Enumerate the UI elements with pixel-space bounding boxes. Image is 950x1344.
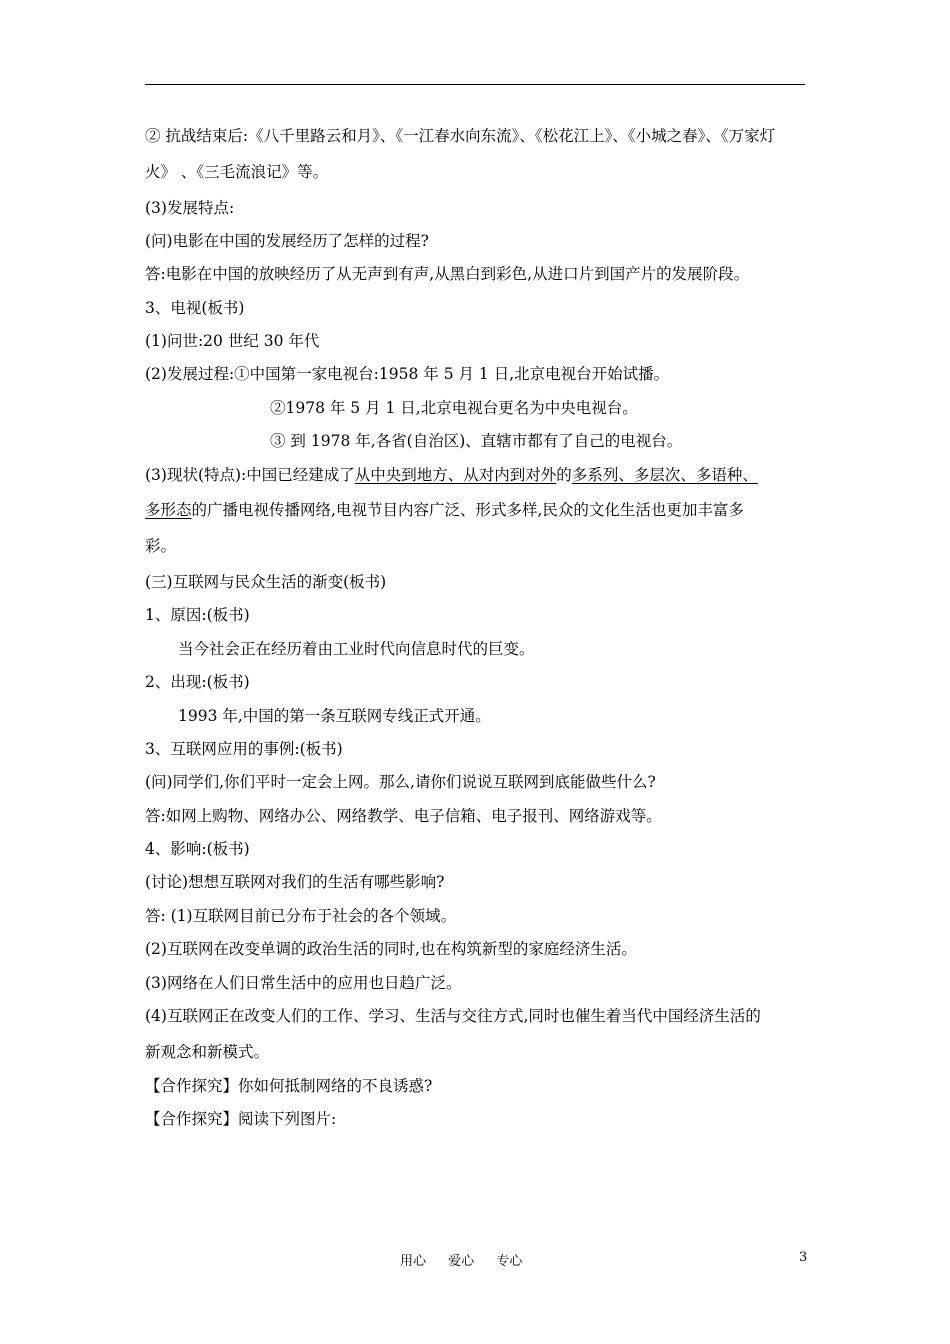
text-line: 3、互联网应用的事例:(板书) [145, 740, 343, 758]
status-line [145, 465, 810, 485]
section-heading: 3、电视(板书) [145, 299, 245, 317]
status-line [145, 500, 810, 520]
text-line: (2)发展过程:①中国第一家电视台:1958 年 5 月 1 日,北京电视台开始试播。 [145, 365, 670, 383]
text-line: 1993 年,中国的第一条互联网专线正式开通。 [178, 707, 491, 725]
section-heading: (三)互联网与民众生活的渐变(板书) [145, 573, 387, 591]
text-line: (问)同学们,你们平时一定会上网。那么,请你们说说互联网到底能做些什么? [145, 773, 656, 791]
text-line: (3)发展特点: [145, 199, 235, 217]
text-line: 新观念和新模式。 [145, 1043, 270, 1061]
text-line: (1)问世:20 世纪 30 年代 [145, 332, 320, 350]
text-line: 答:如网上购物、网络办公、网络教学、电子信箱、电子报刊、网络游戏等。 [145, 807, 662, 825]
underlined-phrase: 从中央到地方、从对内到对外 [354, 466, 557, 484]
page-number: 3 [799, 1250, 808, 1265]
underlined-phrase: 多形态 [145, 501, 192, 519]
text-line: 彩。 [145, 537, 177, 555]
text-line: ② 抗战结束后:《八千里路云和月》、《一江春水向东流》、《松花江上》、《小城之春》、《万家灯 [145, 127, 776, 145]
status-text: 的广播电视传播网络,电视节目内容广泛、形式多样,民众的文化生活也更加丰富多 [191, 501, 744, 519]
text-line: 2、出现:(板书) [145, 673, 250, 691]
text-line: (2)互联网在改变单调的政治生活的同时,也在构筑新型的家庭经济生活。 [145, 940, 637, 958]
text-line: 答: (1)互联网目前已分布于社会的各个领域。 [145, 907, 457, 925]
status-text: 的 [556, 466, 572, 484]
text-line: ③ 到 1978 年,各省(自治区)、直辖市都有了自己的电视台。 [270, 432, 683, 450]
text-line: (讨论)想想互联网对我们的生活有哪些影响? [145, 873, 445, 891]
text-line: (问)电影在中国的发展经历了怎样的过程? [145, 232, 429, 250]
underlined-phrase: 多系列、多层次、多语种、 [571, 466, 758, 484]
footer-motto: 用心 爱心 专心 [400, 1254, 523, 1269]
text-line: (3)网络在人们日常生活中的应用也日趋广泛。 [145, 974, 462, 992]
text-line: 4、影响:(板书) [145, 840, 250, 858]
text-line: (4)互联网正在改变人们的工作、学习、生活与交往方式,同时也催生着当代中国经济生活的 [145, 1007, 761, 1025]
text-line: 1、原因:(板书) [145, 606, 250, 624]
header-rule [145, 84, 805, 85]
text-line: 当今社会正在经历着由工业时代向信息时代的巨变。 [178, 640, 535, 658]
status-text: (3)现状(特点):中国已经建成了 [145, 466, 355, 484]
text-line: 【合作探究】你如何抵制网络的不良诱惑? [145, 1077, 433, 1095]
text-line: 答:电影在中国的放映经历了从无声到有声,从黑白到彩色,从进口片到国产片的发展阶段。 [145, 265, 750, 283]
text-line: ②1978 年 5 月 1 日,北京电视台更名为中央电视台。 [270, 399, 638, 417]
text-line: 火》 、《三毛流浪记》等。 [145, 163, 329, 181]
text-line: 【合作探究】阅读下列图片: [145, 1110, 337, 1128]
